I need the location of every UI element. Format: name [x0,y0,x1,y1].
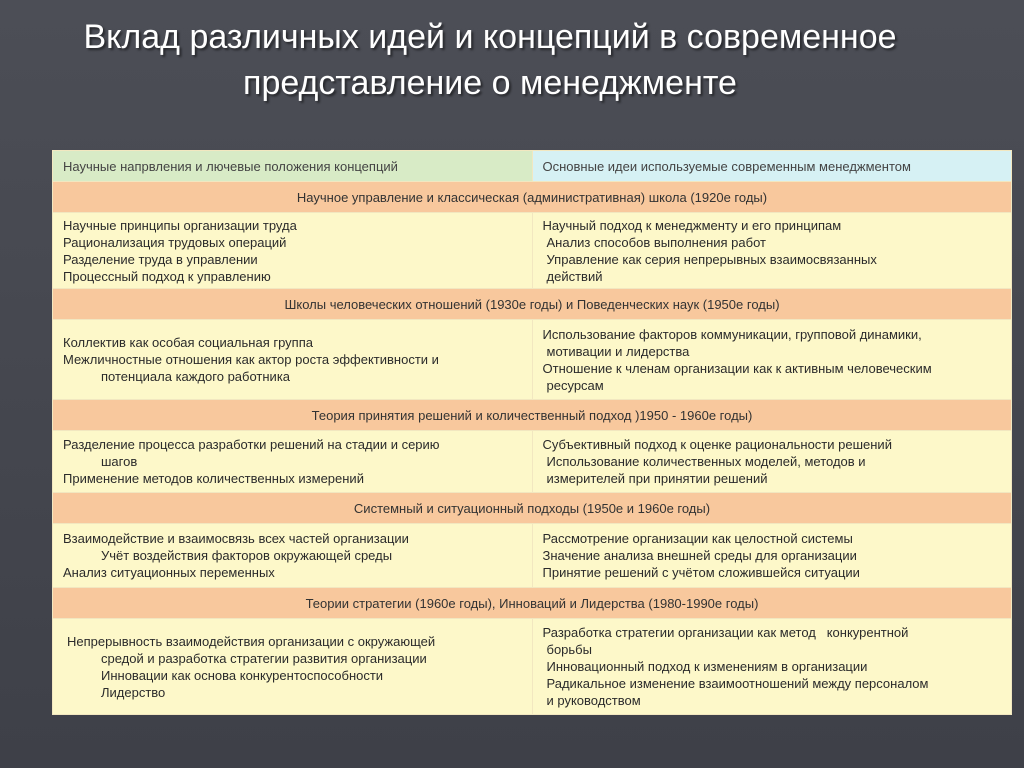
section-title: Системный и ситуационный подходы (1950е и 1960е годы) [53,493,1012,524]
list-item: ресурсам [546,377,604,393]
list-item: Процессный подход к управлению [63,268,271,284]
list-item: Принятие решений с учётом сложившейся ситуации [542,565,860,580]
list-item: действий [546,268,603,284]
right-cell [532,213,1012,289]
slide-title [40,14,940,106]
right-cell [532,431,1012,493]
list-item: Рационализация трудовых операций [63,234,287,250]
table-row [53,619,1012,715]
list-item: Отношение к членам организации как к активным человеческим [542,360,932,376]
title-line-2: представление о менеджменте [243,64,737,102]
section-row [53,289,1012,320]
header-right: Основные идеи используемые современным менеджментом [532,151,1012,182]
title-line-1: Вклад различных идей и концепций в современное [83,18,897,56]
list-item: измерителей при принятии решений [546,471,768,486]
list-item: Научный подход к менеджменту и его принципам [542,217,842,233]
list-item: потенциала каждого работника [101,369,291,384]
list-item: Управление как серия непрерывных взаимосвязанных [546,251,877,267]
left-cell [53,431,533,493]
list-item: Разделение процесса разработки решений на стадии и серию [63,437,440,452]
list-item: Разработка стратегии организации как метод конкурентной [542,625,909,640]
section-title: Научное управление и классическая (административная) школа (1920е годы) [53,182,1012,213]
table-header-row [53,151,1012,182]
table-row [53,431,1012,493]
list-item: борьбы [546,642,592,657]
left-cell [53,619,533,715]
section-row [53,182,1012,213]
section-row [53,493,1012,524]
list-item: Непрерывность взаимодействия организации с окружающей [67,633,436,649]
list-item: и руководством [546,693,641,708]
section-row [53,400,1012,431]
list-item: Лидерство [101,684,166,700]
list-item: средой и разработка стратегии развития организации [101,650,427,666]
list-item: Анализ способов выполнения работ [546,234,766,250]
list-item: мотивации и лидерства [546,343,690,359]
list-item: Межличностные отношения как актор роста эффективности и [63,352,439,367]
list-item: Использование факторов коммуникации, групповой динамики, [542,326,922,342]
list-item: Взаимодействие и взаимосвязь всех частей организации [63,531,409,546]
header-left: Научные напрвления и лючевые положения концепций [53,151,533,182]
section-title: Школы человеческих отношений (1930е годы) и Поведенческих наук (1950е годы) [53,289,1012,320]
table-row [53,213,1012,289]
table-row [53,320,1012,400]
list-item: Использование количественных моделей, методов и [546,454,866,469]
list-item: шагов [101,454,138,469]
list-item: Субъективный подход к оценке рациональности решений [542,437,892,452]
left-cell [53,524,533,588]
list-item: Значение анализа внешней среды для организации [542,548,857,563]
list-item: Радикальное изменение взаимоотношений между персоналом [546,676,929,691]
list-item: Инновации как основа конкурентоспособности [101,667,384,683]
left-cell [53,320,533,400]
left-cell [53,213,533,289]
list-item: Применение методов количественных измерений [63,471,364,486]
list-item: Учёт воздействия факторов окружающей среды [101,548,393,563]
right-cell [532,524,1012,588]
list-item: Разделение труда в управлении [63,251,258,267]
section-row [53,588,1012,619]
section-title: Теория принятия решений и количественный подход )1950 - 1960е годы) [53,400,1012,431]
section-title: Теории стратегии (1960е годы), Инноваций и Лидерства (1980-1990е годы) [53,588,1012,619]
right-cell [532,320,1012,400]
list-item: Анализ ситуационных переменных [63,565,275,580]
list-item: Коллектив как особая социальная группа [63,335,313,350]
list-item: Рассмотрение организации как целостной системы [542,531,853,546]
table-row [53,524,1012,588]
right-cell [532,619,1012,715]
list-item: Инновационный подход к изменениям в организации [546,659,868,674]
concepts-table [52,150,1012,708]
list-item: Научные принципы организации труда [63,217,297,233]
